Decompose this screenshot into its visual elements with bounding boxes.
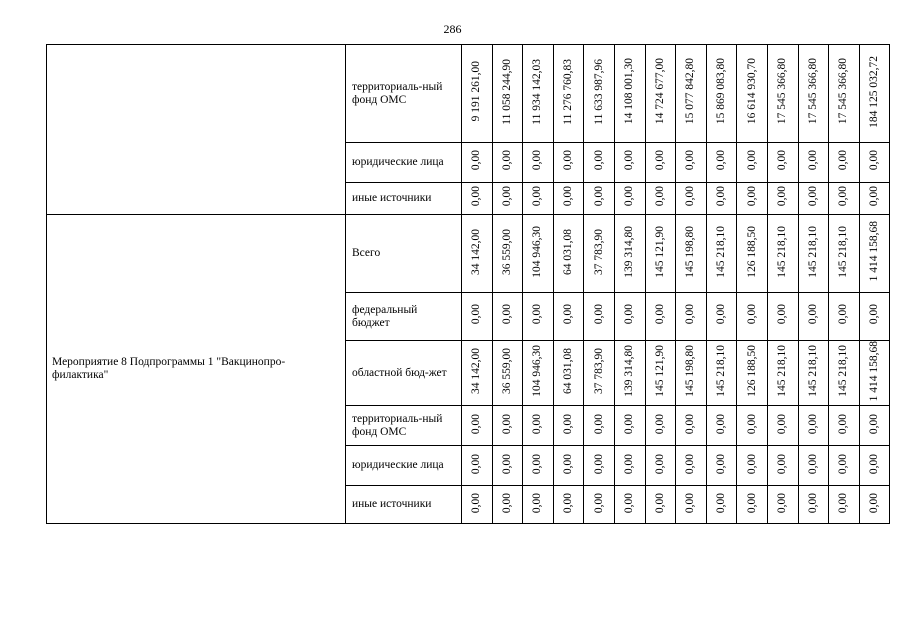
value-text: 145 218,10 xyxy=(715,225,728,278)
value-cell xyxy=(462,293,493,341)
value-cell xyxy=(645,215,676,293)
value-cell xyxy=(829,341,860,406)
value-cell xyxy=(767,143,798,183)
value-cell xyxy=(492,45,523,143)
value-cell xyxy=(553,486,584,524)
activity-cell: Мероприятие 8 Подпрограммы 1 "Вакцинопро-филактика" xyxy=(47,215,346,524)
value-text: 0,00 xyxy=(715,186,728,207)
value-cell xyxy=(829,143,860,183)
funding-source-cell: Всего xyxy=(346,215,462,293)
value-cell xyxy=(614,293,645,341)
value-cell xyxy=(829,406,860,446)
funding-source-cell: иные источники xyxy=(346,486,462,524)
value-cell xyxy=(676,341,707,406)
value-cell xyxy=(737,183,768,215)
value-text: 145 198,80 xyxy=(684,225,697,278)
value-cell xyxy=(523,486,554,524)
value-cell xyxy=(767,341,798,406)
value-cell xyxy=(462,406,493,446)
value-text: 0,00 xyxy=(500,304,513,325)
value-cell xyxy=(737,215,768,293)
value-text: 126 188,50 xyxy=(745,345,758,398)
value-text: 0,00 xyxy=(837,413,850,434)
funding-table xyxy=(46,44,890,524)
value-text: 0,00 xyxy=(837,492,850,513)
value-cell xyxy=(614,143,645,183)
value-text: 0,00 xyxy=(562,413,575,434)
value-cell xyxy=(462,341,493,406)
value-cell xyxy=(523,45,554,143)
value-text: 0,00 xyxy=(868,150,881,171)
value-cell xyxy=(492,215,523,293)
value-cell xyxy=(859,215,890,293)
value-text: 14 724 677,00 xyxy=(653,58,666,125)
value-cell xyxy=(462,143,493,183)
value-text: 0,00 xyxy=(562,150,575,171)
value-text: 37 783,90 xyxy=(592,348,605,395)
value-cell xyxy=(737,293,768,341)
funding-source-cell: территориаль-ный фонд ОМС xyxy=(346,45,462,143)
value-text: 0,00 xyxy=(715,413,728,434)
value-cell xyxy=(798,446,829,486)
value-cell xyxy=(492,143,523,183)
value-cell xyxy=(614,183,645,215)
value-text: 0,00 xyxy=(531,413,544,434)
value-cell xyxy=(767,215,798,293)
value-cell xyxy=(614,406,645,446)
value-cell xyxy=(462,45,493,143)
value-text: 0,00 xyxy=(684,453,697,474)
value-text: 15 077 842,80 xyxy=(684,58,697,125)
value-text: 0,00 xyxy=(745,413,758,434)
value-cell xyxy=(706,486,737,524)
value-text: 0,00 xyxy=(500,413,513,434)
value-cell xyxy=(645,45,676,143)
value-cell xyxy=(614,45,645,143)
value-text: 139 314,80 xyxy=(623,345,636,398)
value-cell xyxy=(523,183,554,215)
value-text: 34 142,00 xyxy=(470,348,483,395)
value-text: 17 545 366,80 xyxy=(806,58,819,125)
table-row xyxy=(47,215,890,293)
value-text: 0,00 xyxy=(562,304,575,325)
value-text: 0,00 xyxy=(745,186,758,207)
funding-source-cell: областной бюд-жет xyxy=(346,341,462,406)
value-text: 17 545 366,80 xyxy=(837,58,850,125)
value-text: 0,00 xyxy=(776,304,789,325)
value-text: 11 276 760,83 xyxy=(562,58,575,125)
value-text: 0,00 xyxy=(684,492,697,513)
funding-source-cell: федеральный бюджет xyxy=(346,293,462,341)
value-cell xyxy=(645,446,676,486)
value-text: 0,00 xyxy=(562,453,575,474)
value-cell xyxy=(492,341,523,406)
value-cell xyxy=(584,215,615,293)
value-text: 0,00 xyxy=(745,150,758,171)
value-text: 14 108 001,30 xyxy=(623,58,636,125)
value-text: 11 058 244,90 xyxy=(500,58,513,125)
value-text: 0,00 xyxy=(684,304,697,325)
value-cell xyxy=(553,143,584,183)
value-text: 11 633 987,96 xyxy=(592,58,605,125)
funding-table-body xyxy=(47,45,890,524)
value-text: 0,00 xyxy=(806,413,819,434)
value-cell xyxy=(767,183,798,215)
value-cell xyxy=(462,215,493,293)
value-cell xyxy=(859,341,890,406)
value-cell xyxy=(676,143,707,183)
value-text: 0,00 xyxy=(592,453,605,474)
value-cell xyxy=(523,143,554,183)
value-text: 0,00 xyxy=(500,150,513,171)
value-cell xyxy=(829,45,860,143)
funding-source-cell: юридические лица xyxy=(346,143,462,183)
value-text: 0,00 xyxy=(653,413,666,434)
value-text: 0,00 xyxy=(562,186,575,207)
value-text: 0,00 xyxy=(745,304,758,325)
value-cell xyxy=(767,45,798,143)
value-cell xyxy=(614,341,645,406)
value-cell xyxy=(584,446,615,486)
value-text: 64 031,08 xyxy=(562,348,575,395)
value-text: 0,00 xyxy=(715,492,728,513)
value-text: 145 198,80 xyxy=(684,345,697,398)
value-cell xyxy=(645,183,676,215)
value-cell xyxy=(829,183,860,215)
value-text: 145 121,90 xyxy=(653,225,666,278)
value-text: 0,00 xyxy=(806,304,819,325)
table-row xyxy=(47,45,890,143)
value-cell xyxy=(859,406,890,446)
funding-source-cell: юридические лица xyxy=(346,446,462,486)
value-cell xyxy=(553,183,584,215)
value-text: 0,00 xyxy=(806,186,819,207)
value-text: 0,00 xyxy=(806,150,819,171)
value-cell xyxy=(492,406,523,446)
value-cell xyxy=(492,446,523,486)
value-text: 126 188,50 xyxy=(745,225,758,278)
value-text: 0,00 xyxy=(868,492,881,513)
value-cell xyxy=(645,406,676,446)
value-cell xyxy=(492,293,523,341)
value-text: 0,00 xyxy=(531,453,544,474)
value-text: 36 559,00 xyxy=(500,348,513,395)
value-text: 0,00 xyxy=(868,453,881,474)
value-cell xyxy=(798,143,829,183)
value-cell xyxy=(859,183,890,215)
value-cell xyxy=(706,341,737,406)
funding-source-cell: территориаль-ный фонд ОМС xyxy=(346,406,462,446)
value-text: 145 218,10 xyxy=(837,345,850,398)
value-text: 0,00 xyxy=(592,186,605,207)
value-text: 0,00 xyxy=(623,186,636,207)
value-text: 0,00 xyxy=(653,186,666,207)
value-text: 0,00 xyxy=(715,453,728,474)
value-cell xyxy=(676,293,707,341)
value-cell xyxy=(829,446,860,486)
value-cell xyxy=(584,486,615,524)
value-text: 0,00 xyxy=(776,150,789,171)
value-text: 0,00 xyxy=(745,492,758,513)
value-text: 145 218,10 xyxy=(715,345,728,398)
value-cell xyxy=(706,183,737,215)
value-text: 0,00 xyxy=(500,453,513,474)
value-cell xyxy=(462,446,493,486)
value-cell xyxy=(492,183,523,215)
value-text: 0,00 xyxy=(562,492,575,513)
value-cell xyxy=(829,215,860,293)
value-text: 0,00 xyxy=(776,413,789,434)
value-text: 0,00 xyxy=(470,453,483,474)
value-cell xyxy=(645,341,676,406)
value-text: 0,00 xyxy=(623,492,636,513)
activity-cell xyxy=(47,45,346,215)
value-text: 0,00 xyxy=(531,186,544,207)
value-cell xyxy=(859,293,890,341)
value-cell xyxy=(737,341,768,406)
value-text: 0,00 xyxy=(653,492,666,513)
value-text: 145 218,10 xyxy=(837,225,850,278)
value-text: 1 414 158,68 xyxy=(868,341,881,402)
value-cell xyxy=(798,45,829,143)
value-cell xyxy=(584,143,615,183)
value-cell xyxy=(584,45,615,143)
value-cell xyxy=(553,45,584,143)
value-text: 145 218,10 xyxy=(806,345,819,398)
value-text: 0,00 xyxy=(745,453,758,474)
value-cell xyxy=(737,143,768,183)
value-text: 145 218,10 xyxy=(776,225,789,278)
value-text: 64 031,08 xyxy=(562,228,575,275)
value-cell xyxy=(523,446,554,486)
value-cell xyxy=(706,143,737,183)
value-text: 0,00 xyxy=(715,150,728,171)
value-text: 0,00 xyxy=(500,186,513,207)
value-cell xyxy=(614,215,645,293)
value-text: 17 545 366,80 xyxy=(776,58,789,125)
value-text: 0,00 xyxy=(470,304,483,325)
value-cell xyxy=(706,215,737,293)
value-cell xyxy=(584,183,615,215)
value-text: 104 946,30 xyxy=(531,345,544,398)
value-cell xyxy=(737,446,768,486)
value-text: 0,00 xyxy=(776,492,789,513)
value-cell xyxy=(859,143,890,183)
value-text: 0,00 xyxy=(868,186,881,207)
value-text: 34 142,00 xyxy=(470,228,483,275)
value-cell xyxy=(614,446,645,486)
value-text: 0,00 xyxy=(806,492,819,513)
value-cell xyxy=(798,293,829,341)
value-text: 0,00 xyxy=(684,150,697,171)
value-text: 15 869 083,80 xyxy=(715,58,728,125)
value-text: 145 218,10 xyxy=(806,225,819,278)
value-cell xyxy=(676,446,707,486)
value-cell xyxy=(676,215,707,293)
value-cell xyxy=(706,446,737,486)
value-text: 0,00 xyxy=(868,304,881,325)
value-text: 0,00 xyxy=(837,453,850,474)
value-text: 0,00 xyxy=(837,150,850,171)
value-cell xyxy=(584,293,615,341)
value-text: 0,00 xyxy=(531,304,544,325)
page-number: 286 xyxy=(443,22,462,36)
value-text: 0,00 xyxy=(531,150,544,171)
value-cell xyxy=(645,143,676,183)
value-text: 37 783,90 xyxy=(592,228,605,275)
value-cell xyxy=(676,486,707,524)
value-text: 0,00 xyxy=(470,186,483,207)
value-cell xyxy=(798,406,829,446)
funding-source-cell: иные источники xyxy=(346,183,462,215)
value-cell xyxy=(706,406,737,446)
value-cell xyxy=(767,486,798,524)
value-cell xyxy=(523,293,554,341)
value-text: 0,00 xyxy=(470,492,483,513)
value-cell xyxy=(737,45,768,143)
value-text: 104 946,30 xyxy=(531,225,544,278)
value-cell xyxy=(676,183,707,215)
value-cell xyxy=(462,183,493,215)
value-cell xyxy=(553,215,584,293)
value-cell xyxy=(584,406,615,446)
value-text: 0,00 xyxy=(592,150,605,171)
value-cell xyxy=(798,183,829,215)
value-text: 9 191 261,00 xyxy=(470,61,483,122)
value-cell xyxy=(492,486,523,524)
value-text: 0,00 xyxy=(776,186,789,207)
value-cell xyxy=(645,293,676,341)
value-text: 0,00 xyxy=(868,413,881,434)
value-cell xyxy=(553,406,584,446)
value-text: 0,00 xyxy=(592,304,605,325)
value-text: 0,00 xyxy=(776,453,789,474)
value-cell xyxy=(553,446,584,486)
value-text: 0,00 xyxy=(806,453,819,474)
value-text: 0,00 xyxy=(684,413,697,434)
value-text: 0,00 xyxy=(623,304,636,325)
value-text: 0,00 xyxy=(653,304,666,325)
value-text: 0,00 xyxy=(684,186,697,207)
value-text: 1 414 158,68 xyxy=(868,221,881,282)
value-cell xyxy=(737,486,768,524)
value-cell xyxy=(676,406,707,446)
value-text: 184 125 032,72 xyxy=(868,55,881,128)
value-text: 0,00 xyxy=(623,150,636,171)
value-cell xyxy=(829,293,860,341)
value-cell xyxy=(706,45,737,143)
value-cell xyxy=(829,486,860,524)
value-cell xyxy=(614,486,645,524)
value-text: 0,00 xyxy=(653,150,666,171)
value-text: 0,00 xyxy=(623,413,636,434)
value-text: 145 121,90 xyxy=(653,345,666,398)
value-cell xyxy=(767,293,798,341)
value-cell xyxy=(553,293,584,341)
value-text: 11 934 142,03 xyxy=(531,58,544,125)
value-cell xyxy=(859,486,890,524)
value-cell xyxy=(584,341,615,406)
value-cell xyxy=(859,45,890,143)
value-cell xyxy=(553,341,584,406)
value-text: 36 559,00 xyxy=(500,228,513,275)
value-text: 0,00 xyxy=(623,453,636,474)
value-cell xyxy=(523,215,554,293)
value-cell xyxy=(462,486,493,524)
value-text: 0,00 xyxy=(500,492,513,513)
value-text: 0,00 xyxy=(470,150,483,171)
value-text: 0,00 xyxy=(837,186,850,207)
value-text: 0,00 xyxy=(470,413,483,434)
value-cell xyxy=(523,341,554,406)
value-text: 0,00 xyxy=(531,492,544,513)
value-cell xyxy=(798,341,829,406)
value-cell xyxy=(706,293,737,341)
value-text: 0,00 xyxy=(653,453,666,474)
value-text: 0,00 xyxy=(837,304,850,325)
value-text: 16 614 930,70 xyxy=(745,58,758,125)
value-cell xyxy=(676,45,707,143)
value-text: 0,00 xyxy=(715,304,728,325)
value-cell xyxy=(767,446,798,486)
value-cell xyxy=(767,406,798,446)
value-cell xyxy=(798,215,829,293)
value-text: 145 218,10 xyxy=(776,345,789,398)
value-cell xyxy=(737,406,768,446)
value-cell xyxy=(523,406,554,446)
value-cell xyxy=(798,486,829,524)
value-text: 139 314,80 xyxy=(623,225,636,278)
value-cell xyxy=(859,446,890,486)
value-text: 0,00 xyxy=(592,492,605,513)
value-cell xyxy=(645,486,676,524)
value-text: 0,00 xyxy=(592,413,605,434)
